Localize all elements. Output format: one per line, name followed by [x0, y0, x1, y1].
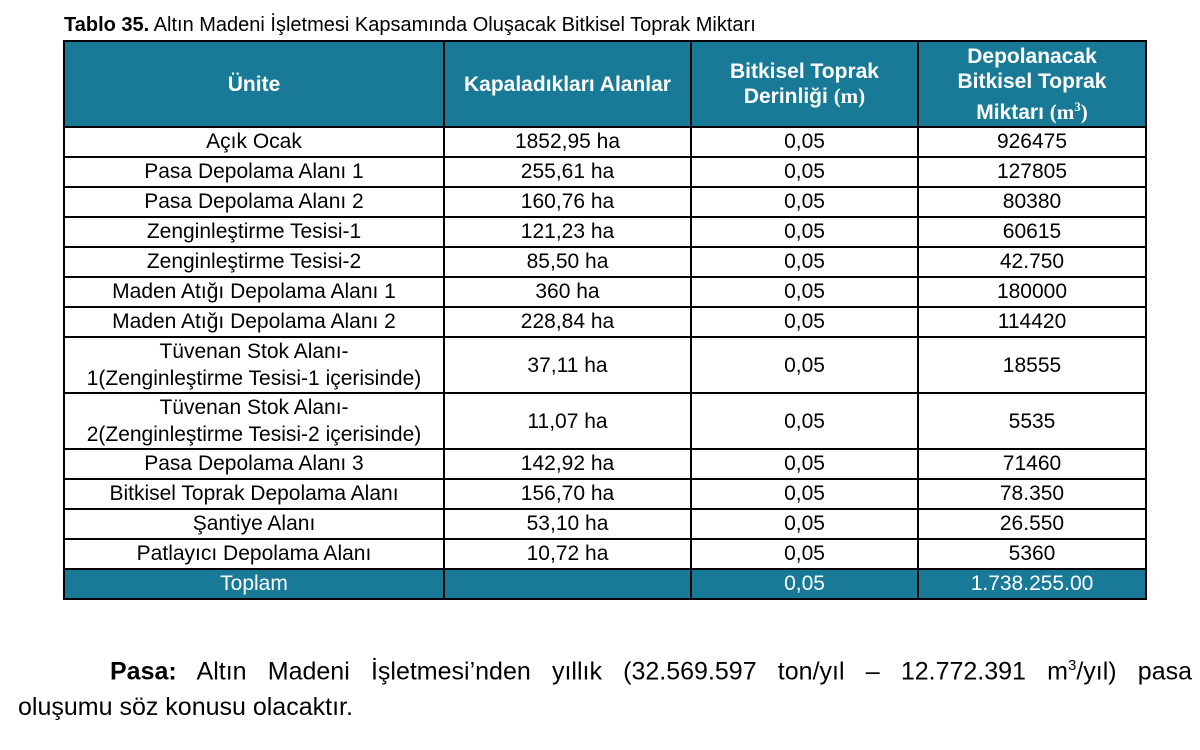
cell-depth: 0,05: [691, 127, 918, 157]
cell-unit: Maden Atığı Depolama Alanı 1: [64, 277, 444, 307]
table-row: [64, 217, 1146, 247]
cell-amount: 78.350: [918, 479, 1146, 509]
paragraph-sup: 3: [1067, 657, 1077, 674]
cell-depth: 0,05: [691, 449, 918, 479]
header-amount-line3: Miktarı: [976, 100, 1050, 124]
table-header-row: [64, 41, 1146, 127]
header-depth-line2: Derinliği: [743, 85, 834, 108]
header-amount-unit: $(m^3)$: [1049, 98, 1088, 124]
cell-amount: 42.750: [918, 247, 1146, 277]
header-unit: Ünite: [64, 41, 444, 127]
cell-area: 360 ha: [444, 277, 691, 307]
table-row: [64, 307, 1146, 337]
total-row: [64, 569, 1146, 599]
cell-unit-line1: Tüvenan Stok Alanı-: [159, 396, 349, 419]
cell-unit: Zenginleştirme Tesisi-2: [64, 247, 444, 277]
cell-unit: Zenginleştirme Tesisi-1: [64, 217, 444, 247]
header-area: Kapaladıkları Alanlar: [444, 41, 691, 127]
cell-depth: 0,05: [691, 277, 918, 307]
cell-amount: 127805: [918, 157, 1146, 187]
table-row: [64, 247, 1146, 277]
cell-depth: 0,05: [691, 307, 918, 337]
cell-area: 121,23 ha: [444, 217, 691, 247]
cell-area: 85,50 ha: [444, 247, 691, 277]
total-area: [444, 569, 691, 599]
cell-amount: 18555: [918, 337, 1146, 393]
cell-amount: 114420: [918, 307, 1146, 337]
table-row: [64, 539, 1146, 569]
table-row: [64, 337, 1146, 393]
header-amount-line1: Depolanacak: [967, 44, 1097, 68]
cell-depth: 0,05: [691, 393, 918, 449]
cell-depth: 0,05: [691, 247, 918, 277]
cell-area: 11,07 ha: [444, 393, 691, 449]
soil-amount-table: [63, 40, 1147, 600]
cell-area: 53,10 ha: [444, 509, 691, 539]
cell-depth: 0,05: [691, 539, 918, 569]
cell-unit: Patlayıcı Depolama Alanı: [64, 539, 444, 569]
cell-amount: 5360: [918, 539, 1146, 569]
total-depth: 0,05: [691, 569, 918, 599]
cell-depth: 0,05: [691, 157, 918, 187]
cell-depth: 0,05: [691, 337, 918, 393]
paragraph-text: Altın Madeni İşletmesi’nden yıllık (32.569.597 ton/yıl – 12.772.391 m: [176, 657, 1068, 686]
header-amount-line2: Bitkisel Toprak: [957, 69, 1107, 93]
cell-unit: [64, 393, 444, 449]
table-row: [64, 187, 1146, 217]
cell-unit: Maden Atığı Depolama Alanı 2: [64, 307, 444, 337]
paragraph-line1: [18, 648, 1192, 689]
cell-unit: [64, 337, 444, 393]
total-label: Toplam: [64, 569, 444, 599]
cell-unit: Açık Ocak: [64, 127, 444, 157]
paragraph-text-end: /yıl) pasa: [1076, 657, 1192, 686]
table-row: [64, 157, 1146, 187]
table-caption-text: Altın Madeni İşletmesi Kapsamında Oluşacak Bitkisel Toprak Miktarı: [149, 14, 756, 36]
paragraph-bold-term: Pasa:: [110, 657, 177, 686]
cell-unit-line2: 1(Zenginleştirme Tesisi-1 içerisinde): [86, 367, 422, 390]
cell-area: 10,72 ha: [444, 539, 691, 569]
cell-area: 1852,95 ha: [444, 127, 691, 157]
cell-depth: 0,05: [691, 509, 918, 539]
cell-amount: 71460: [918, 449, 1146, 479]
cell-area: 156,70 ha: [444, 479, 691, 509]
table-row: [64, 449, 1146, 479]
cell-unit: Pasa Depolama Alanı 1: [64, 157, 444, 187]
body-paragraph: [18, 648, 1192, 725]
table-row: [64, 393, 1146, 449]
paragraph-line2: oluşumu söz konusu olacaktır.: [18, 693, 353, 722]
table-row: [64, 127, 1146, 157]
cell-area: 142,92 ha: [444, 449, 691, 479]
cell-amount: 60615: [918, 217, 1146, 247]
header-depth-unit: (m): [833, 84, 866, 108]
header-depth-line1: Bitkisel Toprak: [730, 60, 879, 83]
cell-unit: Pasa Depolama Alanı 2: [64, 187, 444, 217]
cell-unit: Bitkisel Toprak Depolama Alanı: [64, 479, 444, 509]
total-amount: 1.738.255.00: [918, 569, 1146, 599]
cell-depth: 0,05: [691, 217, 918, 247]
cell-area: 255,61 ha: [444, 157, 691, 187]
header-amount: [918, 41, 1146, 127]
cell-amount: 926475: [918, 127, 1146, 157]
cell-amount: 80380: [918, 187, 1146, 217]
cell-unit: Pasa Depolama Alanı 3: [64, 449, 444, 479]
table-row: [64, 509, 1146, 539]
cell-amount: 5535: [918, 393, 1146, 449]
cell-unit-line2: 2(Zenginleştirme Tesisi-2 içerisinde): [86, 423, 422, 446]
table-caption: [64, 12, 756, 38]
cell-area: 228,84 ha: [444, 307, 691, 337]
cell-amount: 180000: [918, 277, 1146, 307]
cell-area: 37,11 ha: [444, 337, 691, 393]
cell-amount: 26.550: [918, 509, 1146, 539]
cell-unit-line1: Tüvenan Stok Alanı-: [159, 340, 349, 363]
cell-depth: 0,05: [691, 479, 918, 509]
table-caption-label: Tablo 35.: [64, 14, 150, 36]
cell-depth: 0,05: [691, 187, 918, 217]
cell-area: 160,76 ha: [444, 187, 691, 217]
cell-unit: Şantiye Alanı: [64, 509, 444, 539]
header-depth: [691, 41, 918, 127]
table-row: [64, 479, 1146, 509]
table-row: [64, 277, 1146, 307]
